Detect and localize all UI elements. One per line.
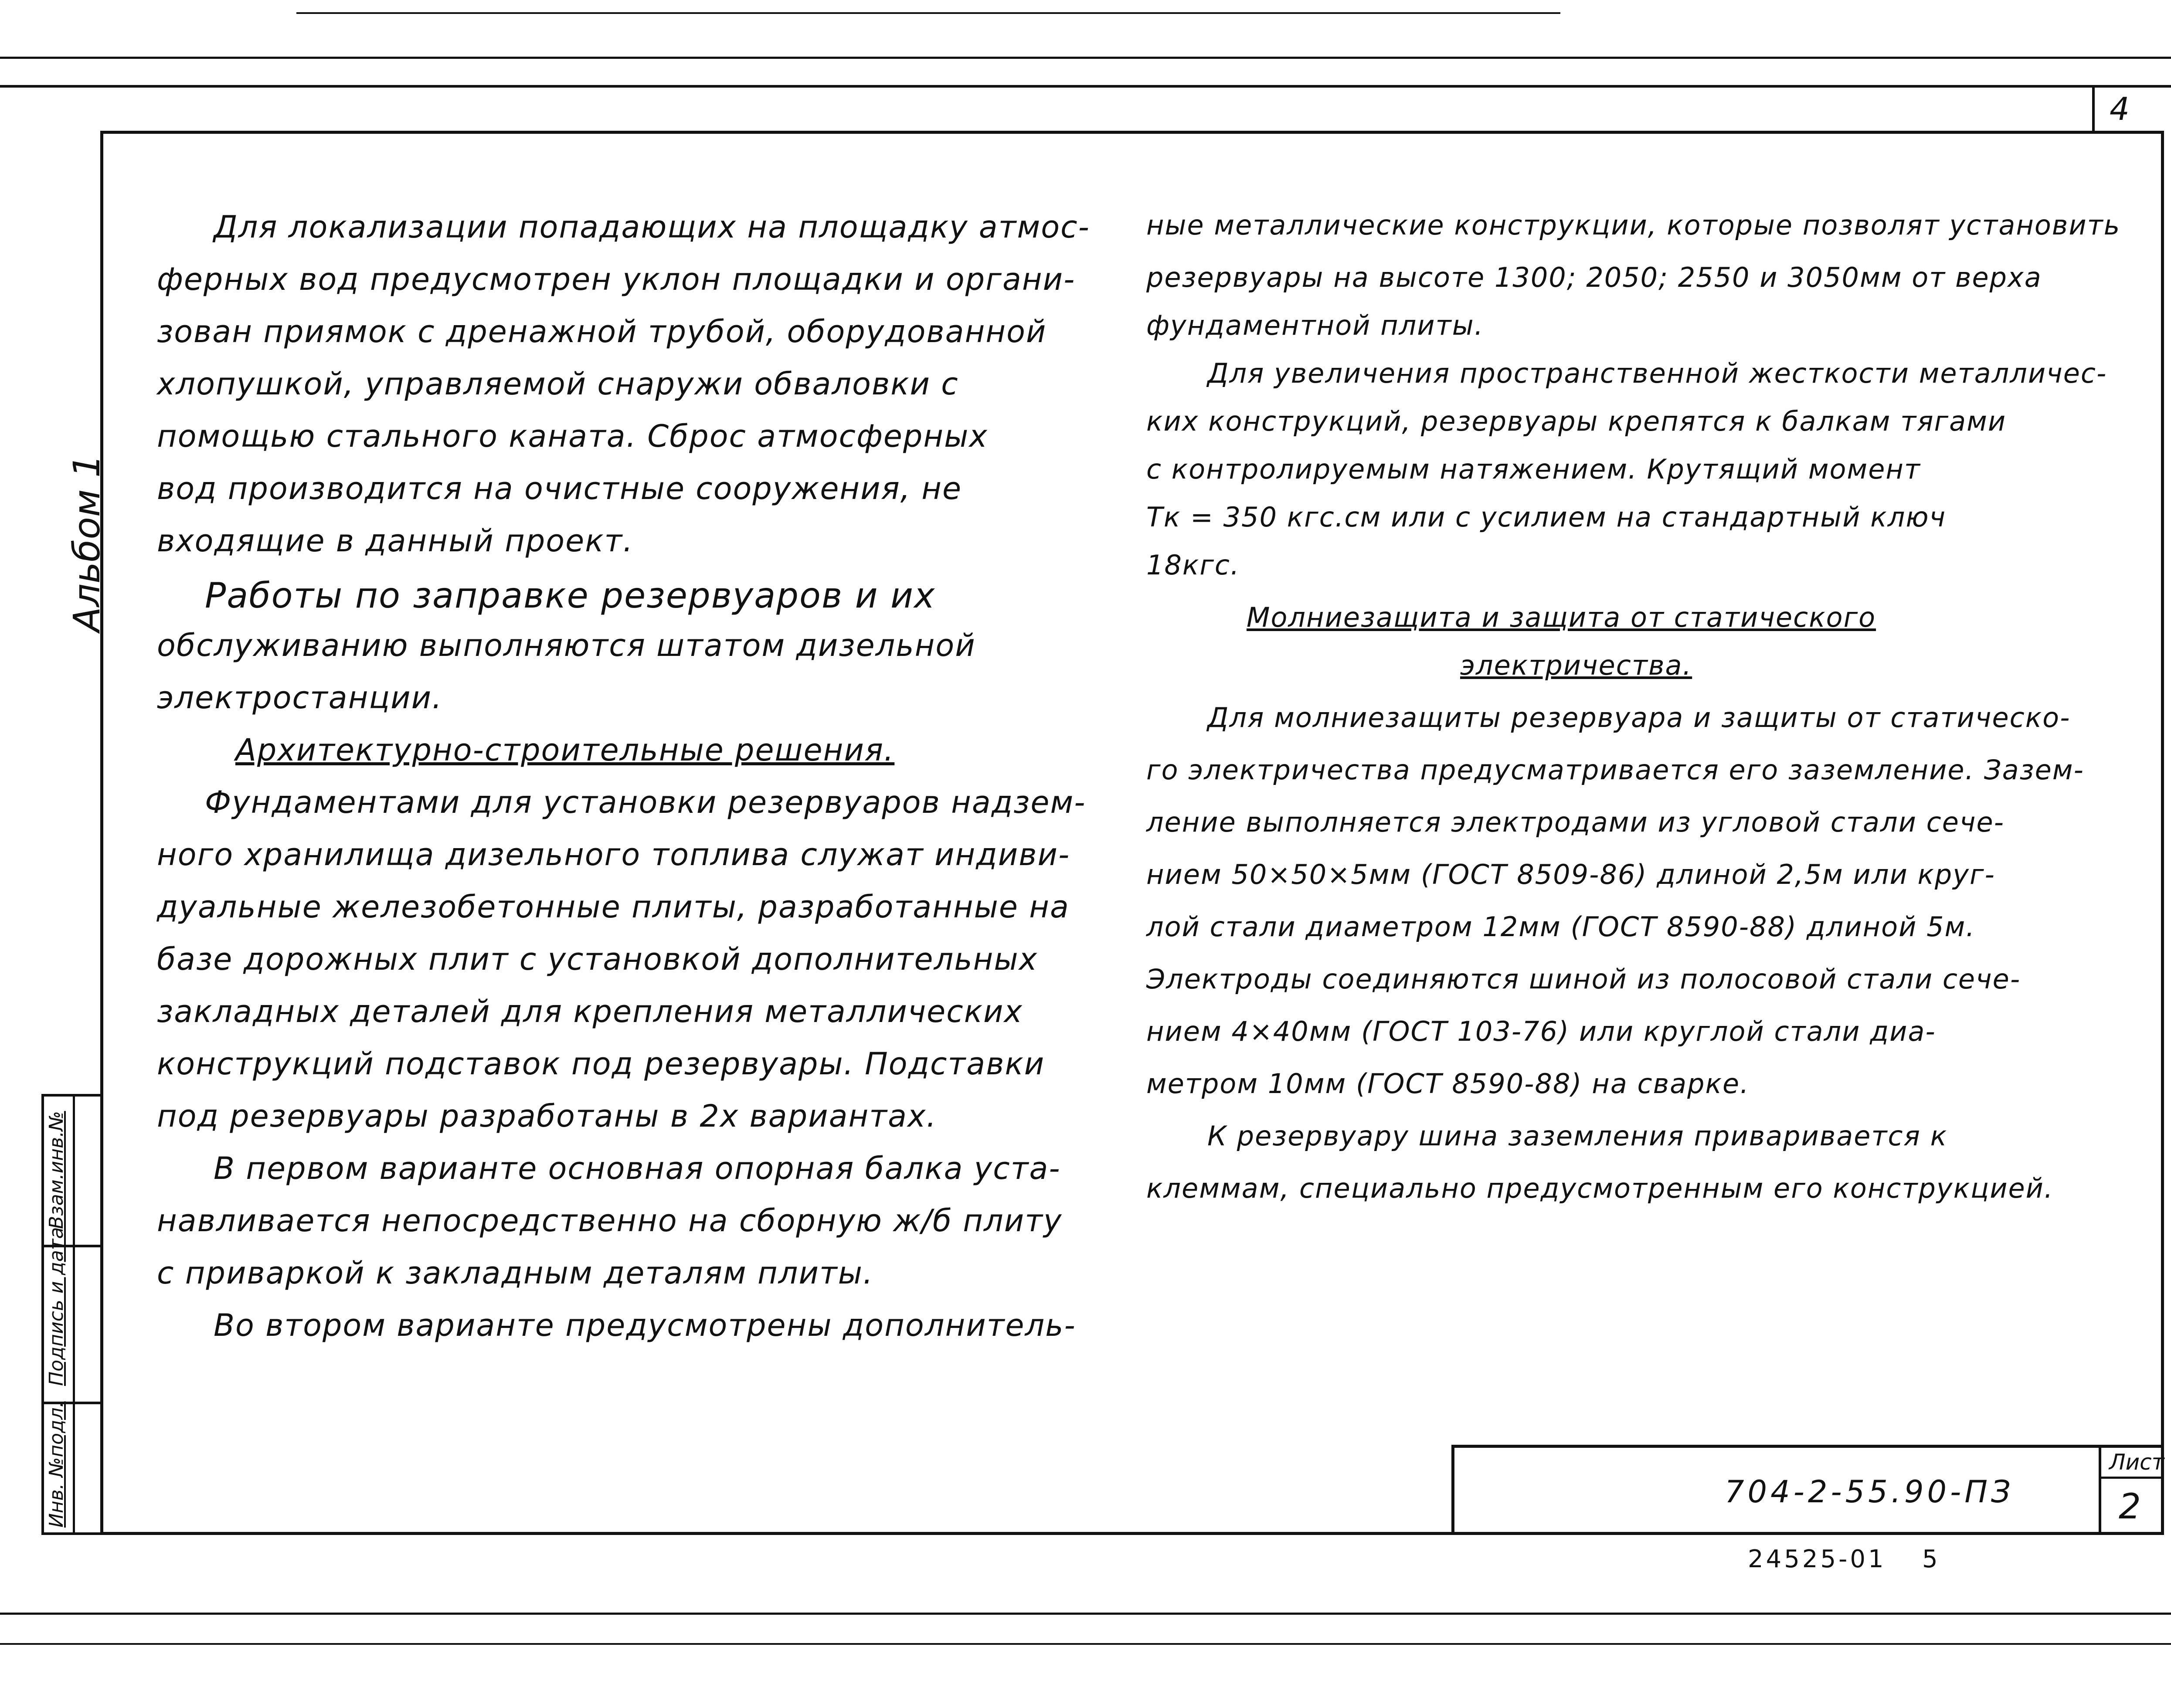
side-stamp-label-signature: Подпись и дата — [45, 1227, 68, 1386]
page-number: 5 — [1922, 1545, 1938, 1573]
side-stamp-label-replacement: Взам.инв.№ — [45, 1111, 68, 1229]
text-line: Для локализации попадающих на площадку атмос- — [214, 209, 1090, 245]
text-line: под резервуары разработаны в 2х вариантах. — [157, 1098, 937, 1134]
sheet-label: Лист — [2109, 1450, 2164, 1475]
text-line: го электричества предусматривается его заземление. Зазем- — [1146, 754, 2084, 786]
text-line: с контролируемым натяжением. Крутящий момент — [1146, 453, 1921, 485]
top-rule — [296, 12, 1560, 14]
text-line: нием 4×40мм (ГОСТ 103-76) или круглой стали диа- — [1146, 1015, 1936, 1047]
frame-top-line — [0, 85, 2171, 88]
sheet-number: 2 — [2119, 1486, 2141, 1527]
text-line: базе дорожных плит с установкой дополнительных — [157, 941, 1038, 977]
text-line: лой стали диаметром 12мм (ГОСТ 8590-88) длиной 5м. — [1146, 911, 1976, 943]
bottom-rule — [0, 1613, 2171, 1615]
text-line: конструкций подставок под резервуары. Подставки — [157, 1046, 1045, 1082]
text-line: входящие в данный проект. — [157, 523, 634, 559]
text-line: хлопушкой, управляемой снаружи обваловки с — [157, 366, 959, 402]
text-line: закладных деталей для крепления металлических — [157, 994, 1023, 1029]
bottom-edge-line — [0, 1643, 2171, 1645]
text-line: ких конструкций, резервуары крепятся к балкам тягами — [1146, 405, 2007, 437]
text-line: ление выполняется электродами из угловой стали сече- — [1146, 806, 2005, 838]
text-line: В первом варианте основная опорная балка уста- — [214, 1151, 1061, 1186]
text-line: обслуживанию выполняются штатом дизельной — [157, 628, 976, 663]
text-line: нием 50×50×5мм (ГОСТ 8509-86) длиной 2,5м или круг- — [1146, 859, 1995, 890]
text-line: фундаментной плиты. — [1146, 309, 1484, 341]
text-line: с приваркой к закладным деталям плиты. — [157, 1255, 874, 1291]
top-edge-line — [0, 57, 2171, 59]
text-line: метром 10мм (ГОСТ 8590-88) на сварке. — [1146, 1068, 1750, 1100]
sheet-cell-divider — [2101, 1477, 2164, 1479]
title-block — [1451, 1445, 2164, 1535]
text-line: К резервуару шина заземления приваривается к — [1207, 1120, 1948, 1152]
text-line: Тк = 350 кгс.см или с усилием на стандартный ключ — [1146, 501, 1947, 533]
side-stamp-divider — [73, 1097, 75, 1532]
text-line: клеммам, специально предусмотренным его конструкцией. — [1146, 1172, 2054, 1204]
text-line: Для молниезащиты резервуара и защиты от статическо- — [1207, 702, 2071, 733]
text-line: навливается непосредственно на сборную ж/б плиту — [157, 1203, 1063, 1239]
text-line: помощью стального каната. Сброс атмосферных — [157, 418, 988, 454]
text-line: ного хранилища дизельного топлива служат индиви- — [157, 837, 1070, 873]
side-stamp-label-inventory: Инв. №подл. — [45, 1401, 68, 1528]
text-line: резервуары на высоте 1300; 2050; 2550 и 3050мм от верха — [1146, 261, 2042, 293]
text-line: Электроды соединяются шиной из полосовой стали сече- — [1146, 963, 2021, 995]
sheet-cell — [2099, 1448, 2164, 1535]
album-label: Альбом 1 — [65, 454, 108, 632]
text-line: зован приямок с дренажной трубой, оборудованной — [157, 314, 1047, 350]
text-line: Для увеличения пространственной жесткости металличес- — [1207, 357, 2107, 389]
corner-number: 4 — [2110, 91, 2130, 127]
document-code: 704-2-55.90-ПЗ — [1725, 1474, 2014, 1510]
text-line: электростанции. — [157, 680, 443, 716]
text-line: дуальные железобетонные плиты, разработанные на — [157, 889, 1070, 925]
text-line: 18кгс. — [1146, 549, 1240, 581]
text-line: ные металлические конструкции, которые позволят установить — [1146, 209, 2121, 241]
section-heading-lightning: Молниезащита и защита от статического — [1247, 601, 1876, 633]
section-heading-lightning-cont: электричества. — [1460, 649, 1692, 681]
text-line: Во втором варианте предусмотрены дополнитель- — [214, 1307, 1076, 1343]
text-line: Фундаментами для установки резервуаров надзем- — [205, 784, 1086, 820]
text-line: Работы по заправке резервуаров и их — [205, 575, 936, 616]
text-line: ферных вод предусмотрен уклон площадки и органи- — [157, 261, 1076, 297]
inventory-code: 24525-01 — [1748, 1545, 1886, 1573]
text-line: вод производится на очистные сооружения, не — [157, 471, 962, 506]
section-heading-architecture: Архитектурно-строительные решения. — [235, 732, 895, 768]
